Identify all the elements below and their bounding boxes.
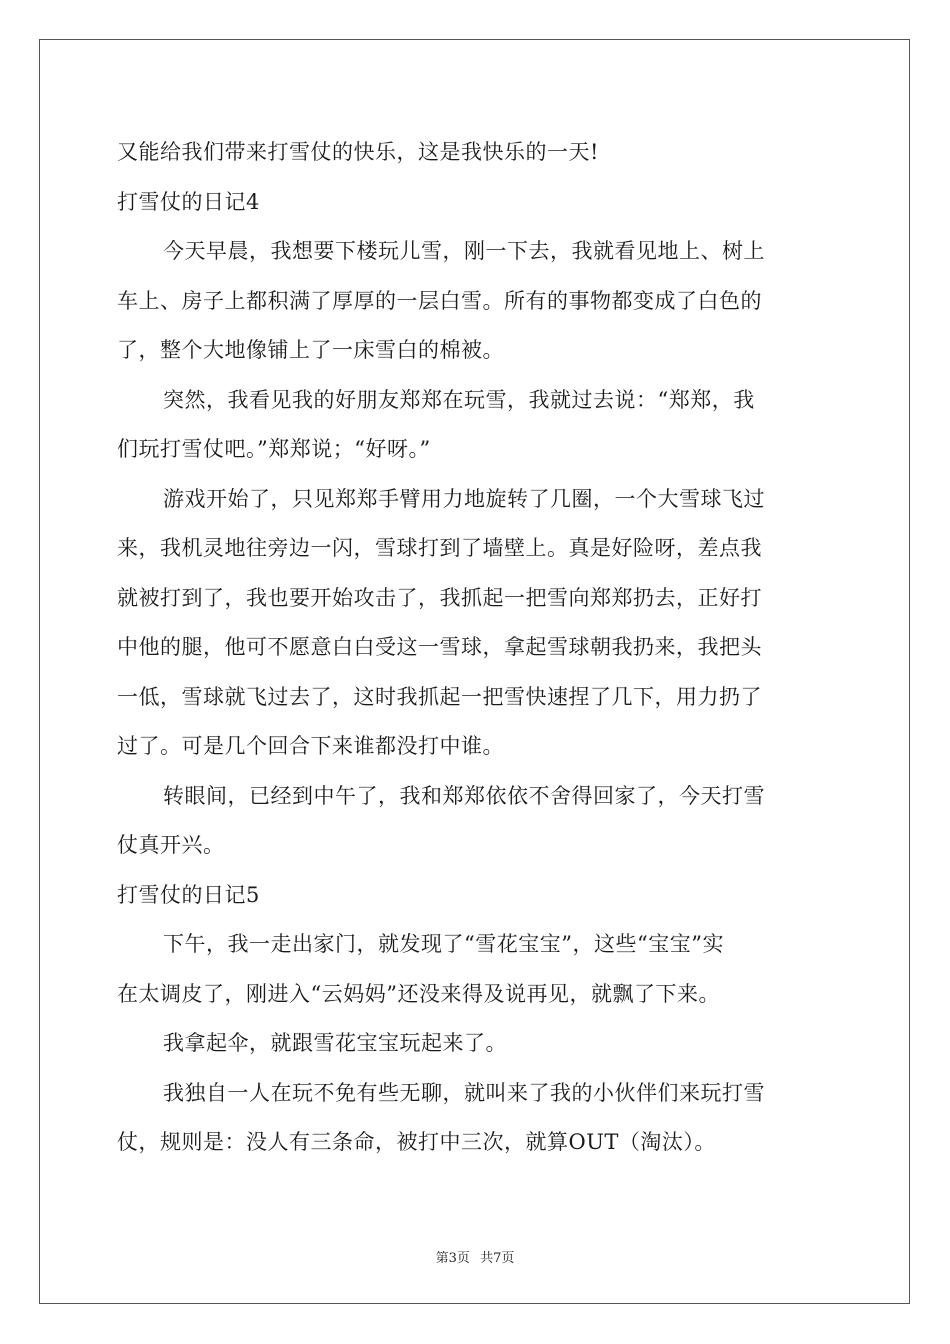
text-line: 下午，我一走出家门，就发现了“雪花宝宝”，这些“宝宝”实 — [163, 932, 724, 956]
text-line: 就被打到了，我也要开始攻击了，我抓起一把雪向郑郑扔去，正好打 — [117, 585, 762, 610]
page-footer — [0, 1247, 950, 1266]
section-heading: 打雪仗的日记5 — [117, 882, 260, 907]
page-total: 共7页 — [480, 1251, 515, 1266]
text-line: 过了。可是几个回合下来谁都没打中谁。 — [117, 734, 504, 758]
text-line: 仗真开兴。 — [117, 833, 225, 857]
text-line: 又能给我们带来打雪仗的快乐，这是我快乐的一天! — [117, 140, 599, 164]
text-line: 们玩打雪仗吧。”郑郑说；“好呀。” — [117, 437, 431, 461]
text-line: 中他的腿，他可不愿意白白受这一雪球，拿起雪球朝我扔来，我把头 — [117, 635, 762, 659]
text-line: 了，整个大地像铺上了一床雪白的棉被。 — [117, 338, 504, 362]
document-body — [117, 128, 835, 1168]
text-line: 来，我机灵地往旁边一闪，雪球打到了墙壁上。真是好险呀，差点我 — [117, 536, 762, 560]
text-line: 突然，我看见我的好朋友郑郑在玩雪，我就过去说：“郑郑，我 — [163, 387, 755, 412]
text-line: 转眼间，已经到中午了，我和郑郑依依不舍得回家了，今天打雪 — [163, 783, 765, 808]
text-line: 我独自一人在玩不免有些无聊，就叫来了我的小伙伴们来玩打雪 — [163, 1080, 765, 1105]
text-line: 仗，规则是：没人有三条命，被打中三次，就算OUT（淘汰）。 — [117, 1130, 716, 1154]
text-line: 游戏开始了，只见郑郑手臂用力地旋转了几圈，一个大雪球飞过 — [163, 486, 765, 511]
text-line: 一低，雪球就飞过去了，这时我抓起一把雪快速捏了几下，用力扔了 — [117, 684, 762, 709]
text-line: 车上、房子上都积满了厚厚的一层白雪。所有的事物都变成了白色的 — [117, 288, 762, 313]
page-number: 第3页 — [435, 1251, 470, 1266]
text-line: 今天早晨，我想要下楼玩儿雪，刚一下去，我就看见地上、树上 — [163, 239, 765, 263]
section-heading: 打雪仗的日记4 — [117, 189, 260, 214]
text-line: 在太调皮了，刚进入“云妈妈”还没来得及说再见，就飘了下来。 — [117, 981, 720, 1006]
text-line: 我拿起伞，就跟雪花宝宝玩起来了。 — [163, 1031, 507, 1055]
